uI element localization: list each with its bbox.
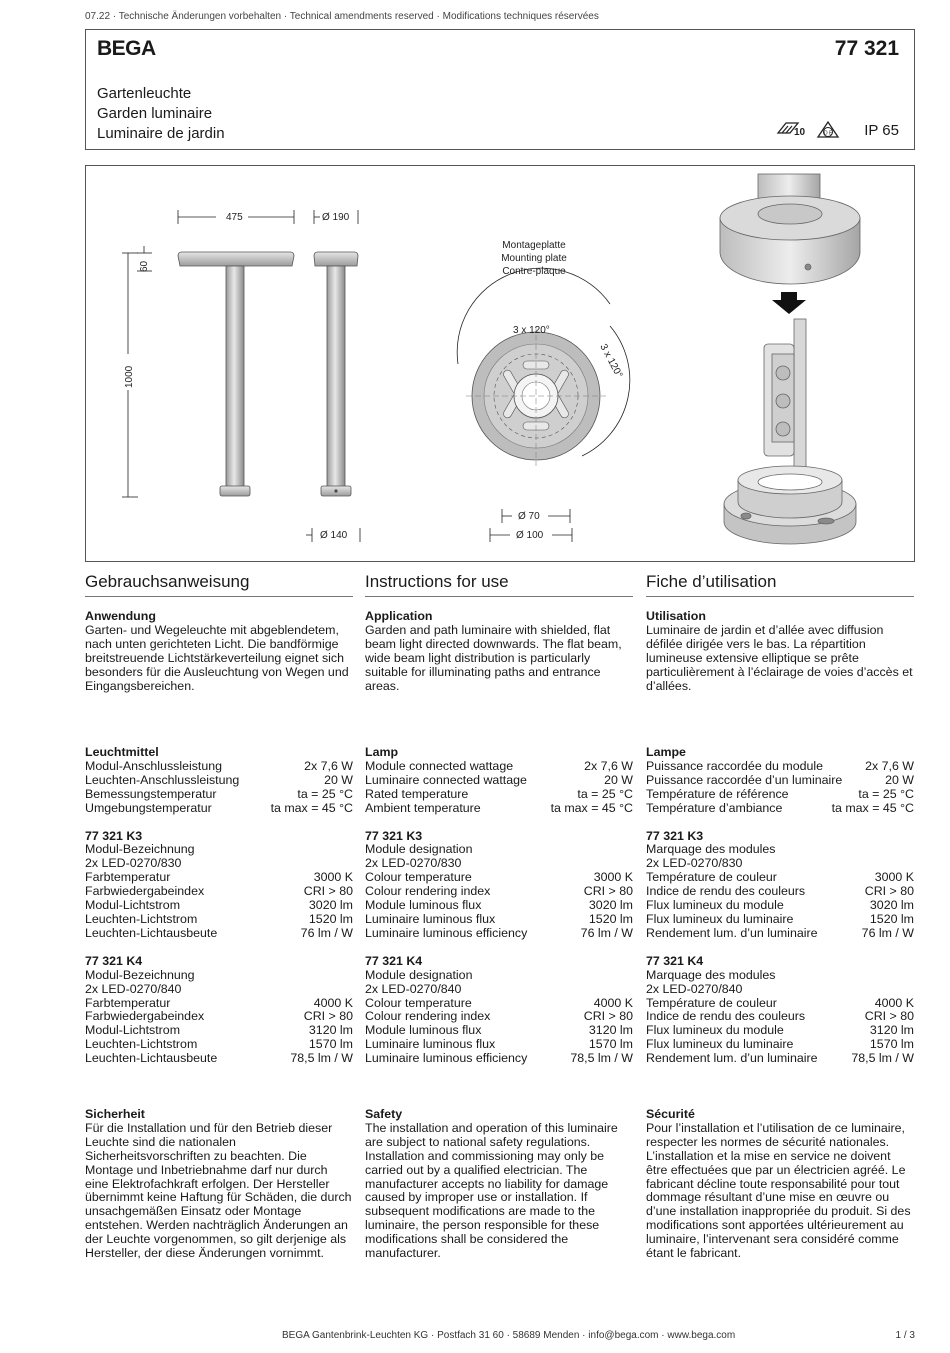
safety-text: Für die Installation und für den Betrieb dieser Leuchte sind die nationalen Sicherheitsvorschriften zu beachten. Die Montage und Inbetriebnahme darf nur durch eine Elektrofachkraft erfolgen. Der Hersteller übernimmt keine Haftung für Schäden, die durch unsachgemäßen Einsatz oder Montage entstehen. Werden nachträglich Änderungen an der Leuchte vorgenommen, so gilt derjenige als Hersteller, der diese Änderungen vornimmt.	[85, 1120, 352, 1261]
k3-spec-row	[85, 899, 353, 913]
application-text: Luminaire de jardin et d’allée avec diffusion défilée dirigée vers le bas. La répartition lumineuse extensive elliptique se prête particulièrement à l’éclairage de voies d’accès et d’allées.	[646, 622, 913, 693]
spacer	[85, 941, 353, 955]
lamp-row	[85, 760, 353, 774]
spec-value: ta max = 45 °C	[270, 800, 353, 815]
application-text: Garden and path luminaire with shielded, flat beam light directed downwards. The flat beam, wide beam light distribution is particularly suitable for illuminating paths and entrance areas.	[365, 622, 622, 693]
application-en	[365, 610, 633, 693]
lamp-row	[365, 788, 633, 802]
mounting-plate-top-view	[457, 268, 630, 466]
application-heading: Utilisation	[646, 609, 706, 623]
k3-spec-row	[365, 899, 633, 913]
module-designation-label: Marquage des modules	[646, 842, 776, 857]
variant-k3-heading: 77 321 K3	[365, 828, 423, 843]
k4-spec-row	[365, 1052, 633, 1066]
dim-140-label: Ø 140	[320, 530, 348, 541]
luminaire-front-view	[178, 252, 294, 496]
article-number: 77 321	[834, 37, 899, 60]
safety-heading: Sécurité	[646, 1107, 695, 1121]
spec-value: 1520 lm	[588, 911, 633, 926]
spec-value: 4000 K	[593, 995, 633, 1010]
enec-mark-icon	[818, 122, 838, 137]
k3-spec-row	[646, 927, 914, 941]
k3-spec-row	[646, 871, 914, 885]
ip-rating: IP 65	[864, 122, 899, 139]
spec-value: 3000 K	[593, 870, 633, 885]
spec-label: Puissance raccordée d’un luminaire	[646, 772, 843, 787]
application-fr	[646, 610, 914, 693]
spec-label: Rated temperature	[365, 786, 469, 801]
brand-name: BEGA	[97, 37, 156, 60]
spacer	[365, 941, 633, 955]
spec-value: 3120 lm	[308, 1023, 353, 1038]
spec-label: Luminaire luminous flux	[365, 1037, 496, 1052]
spec-label: Flux lumineux du luminaire	[646, 1037, 794, 1052]
spec-label: Colour rendering index	[365, 884, 491, 899]
mark-number: 10	[794, 127, 806, 138]
column-de	[85, 572, 353, 597]
spec-value: 3000 K	[313, 870, 353, 885]
module-designation-label: Modul-Bezeichnung	[85, 967, 195, 982]
lamp-heading: Lamp	[365, 745, 399, 759]
title-en: Garden luminaire	[97, 105, 213, 122]
safety-de	[85, 1108, 353, 1261]
lamp-row	[646, 802, 914, 816]
spec-label: Modul-Lichtstrom	[85, 898, 181, 913]
dim-1000-label: 1000	[124, 365, 135, 388]
product-titles	[97, 84, 225, 144]
spec-label: Luminaire luminous efficiency	[365, 925, 528, 940]
application-heading: Anwendung	[85, 609, 156, 623]
column-fr	[646, 572, 914, 597]
spec-label: Colour rendering index	[365, 1009, 491, 1024]
safety-heading: Safety	[365, 1107, 403, 1121]
spec-value: 3000 K	[874, 870, 914, 885]
lamp-row	[85, 802, 353, 816]
spec-value: 3020 lm	[308, 898, 353, 913]
k4-spec-row	[365, 1024, 633, 1038]
spec-label: Leuchten-Anschlussleistung	[85, 772, 240, 787]
lamp-row	[646, 788, 914, 802]
variant-k4-heading: 77 321 K4	[646, 953, 704, 968]
dim-70-label: Ø 70	[518, 511, 540, 522]
k3-spec-row	[365, 871, 633, 885]
spec-value: 78,5 lm / W	[851, 1051, 914, 1066]
spec-value: 76 lm / W	[861, 925, 914, 940]
k4-spec-row	[365, 1038, 633, 1052]
spec-value: 20 W	[885, 772, 914, 787]
spec-value: 1520 lm	[869, 911, 914, 926]
safety-fr	[646, 1108, 914, 1261]
spec-label: Leuchten-Lichtausbeute	[85, 1051, 218, 1066]
spec-value: 2x 7,6 W	[584, 758, 633, 773]
lamp-row	[646, 760, 914, 774]
spec-value: ta = 25 °C	[577, 786, 633, 801]
k4-spec-row	[646, 1024, 914, 1038]
application-text: Garten- und Wegeleuchte mit abgeblendetem, nach unten gerichteten Licht. Die bandförmige breitstreuende Lichtstärkeverteilung eignet sich besonders für die Ausleuchtung von Wegen und Eingangsbereichen.	[85, 622, 349, 693]
k3-spec-row	[85, 927, 353, 941]
k3-spec-row	[365, 927, 633, 941]
certification-marks	[776, 119, 846, 141]
module-designation-value: 2x LED-0270/830	[85, 856, 182, 871]
spec-value: 4000 K	[874, 995, 914, 1010]
k4-spec-row	[646, 1038, 914, 1052]
technical-data-en	[365, 746, 633, 1066]
spec-value: 20 W	[324, 772, 353, 787]
k3-spec-row	[365, 913, 633, 927]
lamp-row	[365, 802, 633, 816]
column-en	[365, 572, 633, 597]
luminaire-base-illustration	[720, 174, 860, 284]
spec-value: CRI > 80	[303, 1009, 353, 1024]
luminaire-side-view	[314, 252, 358, 496]
application-de	[85, 610, 353, 693]
spec-label: Température de référence	[646, 786, 789, 801]
spec-label: Bemessungstemperatur	[85, 786, 217, 801]
product-header	[85, 29, 915, 150]
spec-label: Farbwiedergabeindex	[85, 1009, 205, 1024]
spec-value: 78,5 lm / W	[290, 1051, 353, 1066]
footer-address: BEGA Gantenbrink-Leuchten KG · Postfach 31 60 · 58689 Menden · info@bega.com · www.bega.com	[282, 1330, 736, 1341]
technical-data-de	[85, 746, 353, 1066]
spec-value: 1570 lm	[869, 1037, 914, 1052]
mark-de: D E	[824, 130, 833, 137]
spec-value: 78,5 lm / W	[570, 1051, 633, 1066]
spec-value: ta = 25 °C	[297, 786, 353, 801]
spec-value: 3120 lm	[588, 1023, 633, 1038]
spec-label: Température de couleur	[646, 995, 777, 1010]
spacer	[85, 816, 353, 830]
spec-label: Rendement lum. d’un luminaire	[646, 925, 818, 940]
spec-label: Indice de rendu des couleurs	[646, 884, 806, 899]
module-designation-value: 2x LED-0270/840	[365, 981, 462, 996]
spec-label: Ambient temperature	[365, 800, 481, 815]
mounting-base-illustration	[724, 466, 856, 544]
k3-spec-row	[646, 913, 914, 927]
title-de: Gartenleuchte	[97, 85, 192, 102]
dim-60-label: 60	[139, 260, 150, 272]
spec-label: Module luminous flux	[365, 1023, 482, 1038]
angle-label-2: 3 x 120°	[597, 342, 625, 380]
spec-value: CRI > 80	[583, 884, 633, 899]
lamp-row	[365, 774, 633, 788]
spec-value: 3020 lm	[869, 898, 914, 913]
spec-label: Farbtemperatur	[85, 870, 171, 885]
spec-value: CRI > 80	[303, 884, 353, 899]
lamp-heading: Leuchtmittel	[85, 745, 159, 759]
column-title-de: Gebrauchsanweisung	[85, 572, 353, 597]
revision-note: 07.22 · Technische Änderungen vorbehalten · Technical amendments reserved · Modifications techniques réservées	[85, 11, 599, 22]
spacer	[646, 816, 914, 830]
spec-value: 20 W	[604, 772, 633, 787]
k3-spec-row	[365, 885, 633, 899]
spec-label: Luminaire luminous efficiency	[365, 1051, 528, 1066]
lamp-heading: Lampe	[646, 745, 686, 759]
spec-label: Module connected wattage	[365, 758, 514, 773]
k3-spec-row	[85, 871, 353, 885]
spec-label: Température de couleur	[646, 870, 777, 885]
spec-label: Umgebungstemperatur	[85, 800, 212, 815]
mounting-plate-fr: Contre-plaque	[502, 266, 566, 277]
spacer	[646, 941, 914, 955]
module-designation-label: Modul-Bezeichnung	[85, 842, 195, 857]
spec-label: Leuchten-Lichtstrom	[85, 1037, 198, 1052]
spec-label: Température d’ambiance	[646, 800, 783, 815]
column-title-en: Instructions for use	[365, 572, 633, 597]
k3-spec-row	[85, 913, 353, 927]
k4-spec-row	[646, 997, 914, 1011]
spec-value: 76 lm / W	[300, 925, 353, 940]
k4-spec-row	[85, 1038, 353, 1052]
dim-190-label: Ø 190	[322, 212, 350, 223]
technical-drawing	[85, 165, 915, 562]
k4-spec-row	[85, 997, 353, 1011]
module-designation-value: 2x LED-0270/840	[85, 981, 182, 996]
spec-value: 1570 lm	[588, 1037, 633, 1052]
lamp-row	[85, 774, 353, 788]
spec-label: Modul-Anschlussleistung	[85, 758, 223, 773]
spec-value: ta max = 45 °C	[550, 800, 633, 815]
spec-value: 2x 7,6 W	[865, 758, 914, 773]
spec-value: CRI > 80	[864, 884, 914, 899]
spec-label: Luminaire connected wattage	[365, 772, 527, 787]
dim-475-label: 475	[226, 212, 243, 223]
page-number: 1 / 3	[895, 1330, 915, 1341]
spec-label: Rendement lum. d’un luminaire	[646, 1051, 818, 1066]
k3-spec-row	[646, 885, 914, 899]
k4-spec-row	[646, 1052, 914, 1066]
module-designation-label: Marquage des modules	[646, 967, 776, 982]
module-designation-value: 2x LED-0270/840	[646, 981, 743, 996]
spec-label: Modul-Lichtstrom	[85, 1023, 181, 1038]
variant-k3-heading: 77 321 K3	[85, 828, 143, 843]
spec-label: Indice de rendu des couleurs	[646, 1009, 806, 1024]
spec-value: ta = 25 °C	[858, 786, 914, 801]
safety-text: Pour l’installation et l’utilisation de ce luminaire, respecter les normes de sécurité nationales. L’installation et la mise en service ne doivent être effectuées que par un électricien agréé. Le fabricant décline toute responsabilité pour tout dommage résultant d’une mise en œuvre ou d’une installation inappropriée du produit. Si des modifications sont apportées ultérieurement au luminaire, l’intervenant sera considéré comme étant le fabricant.	[646, 1120, 911, 1261]
mounting-plate-de: Montageplatte	[502, 240, 566, 251]
module-designation-value: 2x LED-0270/830	[646, 856, 743, 871]
variant-k3-heading: 77 321 K3	[646, 828, 704, 843]
spec-value: 3120 lm	[869, 1023, 914, 1038]
spec-value: 1520 lm	[308, 911, 353, 926]
spec-value: CRI > 80	[583, 1009, 633, 1024]
dim-100-label: Ø 100	[516, 530, 544, 541]
spec-value: 4000 K	[313, 995, 353, 1010]
title-fr: Luminaire de jardin	[97, 125, 225, 142]
spec-label: Colour temperature	[365, 870, 472, 885]
spec-label: Colour temperature	[365, 995, 472, 1010]
mounting-plate-en: Mounting plate	[501, 253, 567, 264]
spec-label: Luminaire luminous flux	[365, 911, 496, 926]
spec-label: Leuchten-Lichtstrom	[85, 911, 198, 926]
spec-value: ta max = 45 °C	[831, 800, 914, 815]
spec-label: Farbtemperatur	[85, 995, 171, 1010]
spec-label: Leuchten-Lichtausbeute	[85, 925, 218, 940]
lamp-row	[646, 774, 914, 788]
application-heading: Application	[365, 609, 433, 623]
k4-spec-row	[365, 1010, 633, 1024]
spec-value: CRI > 80	[864, 1009, 914, 1024]
k4-spec-row	[85, 1010, 353, 1024]
spec-label: Module luminous flux	[365, 898, 482, 913]
spec-value: 76 lm / W	[580, 925, 633, 940]
variant-k4-heading: 77 321 K4	[365, 953, 423, 968]
spec-value: 2x 7,6 W	[304, 758, 353, 773]
safety-heading: Sicherheit	[85, 1107, 145, 1121]
spec-label: Flux lumineux du luminaire	[646, 911, 794, 926]
spec-label: Puissance raccordée du module	[646, 758, 824, 773]
technical-data-fr	[646, 746, 914, 1066]
k4-spec-row	[365, 997, 633, 1011]
spec-value: 3020 lm	[588, 898, 633, 913]
arrow-down-icon	[772, 292, 806, 314]
angle-label-1: 3 x 120°	[513, 325, 550, 336]
protection-class-icon	[778, 123, 806, 138]
spec-label: Farbwiedergabeindex	[85, 884, 205, 899]
k3-spec-row	[646, 899, 914, 913]
spec-value: 1570 lm	[308, 1037, 353, 1052]
spec-label: Flux lumineux du module	[646, 1023, 784, 1038]
variant-k4-heading: 77 321 K4	[85, 953, 143, 968]
module-designation-label: Module designation	[365, 967, 473, 982]
k3-spec-row	[85, 885, 353, 899]
lamp-row	[365, 760, 633, 774]
spacer	[365, 816, 633, 830]
k4-spec-row	[85, 1024, 353, 1038]
spec-label: Flux lumineux du module	[646, 898, 784, 913]
module-designation-label: Module designation	[365, 842, 473, 857]
k4-spec-row	[85, 1052, 353, 1066]
safety-text: The installation and operation of this luminaire are subject to national safety regulations. Installation and commissioning may only be carried out by a qualified electrician. The manufacturer accepts no liability for damage caused by improper use or installation. If subsequent modifications are made to the luminaire, the person responsible for these modifications shall be considered the manufacturer.	[365, 1120, 618, 1261]
module-designation-value: 2x LED-0270/830	[365, 856, 462, 871]
lamp-row	[85, 788, 353, 802]
k4-spec-row	[646, 1010, 914, 1024]
safety-en	[365, 1108, 633, 1261]
column-title-fr: Fiche d’utilisation	[646, 572, 914, 597]
